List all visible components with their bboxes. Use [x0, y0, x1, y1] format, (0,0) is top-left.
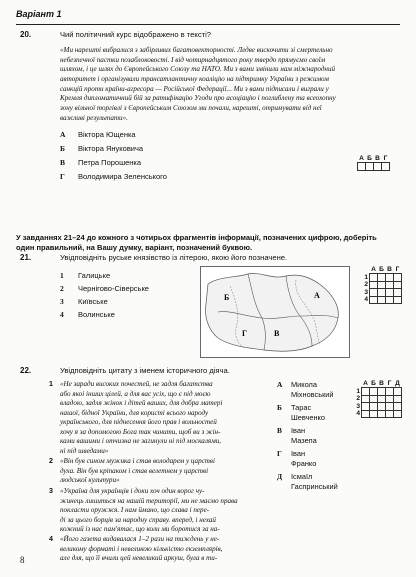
- q22-answer-grid: А Б В Г Д 1 2 3 4: [356, 380, 400, 418]
- answer-cell[interactable]: [386, 403, 394, 411]
- answer-cell[interactable]: [370, 296, 378, 304]
- answer-cell[interactable]: [386, 281, 394, 289]
- grid-header: В: [375, 155, 380, 162]
- q21-item-1: 1 Галицьке: [60, 271, 111, 280]
- variant-title: Варіант 1: [16, 9, 62, 19]
- q20-option-b: Б Віктора Януковича: [60, 144, 144, 153]
- answer-cell[interactable]: [378, 403, 386, 411]
- answer-cell[interactable]: [370, 388, 378, 396]
- q21-item-4: 4 Волинське: [60, 310, 115, 319]
- answer-cell[interactable]: [370, 289, 378, 297]
- quote-line: важливі результати».: [60, 113, 128, 122]
- answer-cell[interactable]: [378, 395, 386, 403]
- question-21-text: Увідповідніть руське князівство із літерою, якою його позначене.: [60, 253, 288, 262]
- grid-header: А: [359, 155, 364, 162]
- answer-cell[interactable]: [386, 388, 394, 396]
- q22-quote-2: 2 «Він був сином мужика і став володарем у царстві духа. Він був кріпаком і став велетнем у царстві людської культури»: [49, 457, 215, 485]
- quote-line: зону вільної торгівлі з Європейським Союзом ми почали, нарешті, отримувати від неї: [60, 103, 322, 112]
- question-20-quote: [60, 46, 400, 123]
- q21-item-2: 2 Чернігово-Сіверське: [60, 284, 149, 293]
- quote-line: шляхом, і це шлях до Європейського Союзу та НАТО. Ми з вами змінили нам міжнародний: [60, 65, 336, 74]
- quote-line: «Ми нарешті вибралися з забірливих багатовекторності. Ледве вискочити зі смертельно: [60, 46, 333, 54]
- grid-header: Г: [383, 155, 388, 162]
- q20-option-v: В Петра Порошенка: [60, 158, 142, 167]
- q20-answer-grid: [357, 155, 390, 171]
- map-label: Б: [224, 293, 230, 302]
- answer-cell[interactable]: [374, 163, 382, 171]
- answer-cell[interactable]: [378, 281, 386, 289]
- q22-quote-3: 3 «Україна для українців і доки хоч один ворог чу- жинець лишиться на нашій території, ми не маємо права покласти оружжя. І нам ймано, що слава і пере- ді за цього борців за народну справу. вперед, і нехай кожний із нас пам'ятає, що коли ми боротися за на-: [49, 487, 238, 534]
- answer-cell[interactable]: [394, 281, 402, 289]
- answer-cell[interactable]: [386, 274, 394, 282]
- answer-cell[interactable]: [386, 296, 394, 304]
- answer-cell[interactable]: [366, 163, 374, 171]
- answer-cell[interactable]: [394, 410, 402, 418]
- q22-quote-4: 4 «Його газета видавалася 1–2 рази на тиждень у не- великому форматі і невеликою кількістю екземплярів, але для, що її вчили цей невеликий аркуш, була в ти-: [49, 535, 223, 563]
- answer-cell[interactable]: [370, 274, 378, 282]
- answer-cell[interactable]: [378, 388, 386, 396]
- exam-page: Варіант 1 20. Чий політичний курс відображено в тексті? «Ми нарешті вибралися з забірливих багатовекторності. Ледве вискочити зі смертельно небезпечної пастки позаблоковості. І від чотирнадцятого року твердо прямуємо своїм шляхом, і це шлях до Європейського Союзу та НАТО. Ми з вами змінили нам міжнародний авторитет і організували трансатлантичну коаліцію на підтримку України з режимом санкцій проти країни-агресора — Російської Федерації... Ми з вами підписали і виграли у Кремля дипломатичний бій за ратифікацію Угоди про асоціацію і поглиблену та всеохопну зону вільної торгівлі з Європейським Союзом ми почали, нарешті, отримувати від неї важливі результати». А Віктора Ющенка Б Віктора Януковича В Петра Порошенка Г Володимира Зеленського А Б В Г У завданнях 21–24 до кожного з чотирьох фрагментів інформації, позначених цифрою, доберіть один правильний, на Вашу думку, варіант, позначений буквою. 21. Увідповідніть руське князівство із літерою, якою його позначене. 1 Галицьке 2 Чернігово-Сіверське 3 Київське 4 Волинське А Б В Г А Б В Г 1 2 3 4 22. Увідповідніть цитату з іменем історичного діяча. 1 «Не заради високих почестей, не задля багатства або якоі інших цілей, а для вас усіх, що є під моєю владою, задля жінок і дітей ваших, для добра матері нашої, бідної України, для користі всього народу українського, для піднесення його прав і вольностей хочу я за допомогою Бога так чинити, щоб ви з жін- ками вашими і отчизна не загинули ні під москалями, ні під шведами» 2 «Він був сином мужика і став володарем у царстві духа. Він був кріпаком і став велетнем у царстві людської культури» 3 «Україна для українців і доки хоч один ворог чу- жинець лишиться на нашій території, ми не маємо права покласти оружжя. І нам ймано, що слава і пере- ді за цього борців за народну справу. вперед, і нехай кожний із нас пам'ятає, що коли ми боротися за на- 4 «Його газета видавалася 1–2 рази на тиждень у не- великому форматі і невеликою кількістю екземплярів, але для, що її вчили цей невеликий аркуш, була в ти- А Микола Міхновський Б Тарас Шевченко В Іван Мазепа Г Іван Франко Д Ісмаїл Гаспринський А Б В Г Д 1 2 3 4 8: [0, 0, 416, 577]
- answer-cell[interactable]: [370, 403, 378, 411]
- answer-cell[interactable]: [394, 274, 402, 282]
- answer-cell[interactable]: [370, 410, 378, 418]
- answer-cell[interactable]: [362, 410, 370, 418]
- page-number: 8: [20, 555, 25, 565]
- section-instruction: У завданнях 21–24 до кожного з чотирьох фрагментів інформації, позначених цифрою, доберіть один правильний, на Вашу думку, варіант, позначений буквою.: [16, 233, 377, 252]
- answer-cell[interactable]: [362, 395, 370, 403]
- q20-option-a: А Віктора Ющенка: [60, 130, 136, 139]
- answer-cell[interactable]: [358, 163, 366, 171]
- question-21-number: 21.: [20, 253, 32, 262]
- page-header: [16, 6, 400, 25]
- question-22-number: 22.: [20, 366, 32, 375]
- answer-cell[interactable]: [394, 296, 402, 304]
- answer-cell[interactable]: [378, 289, 386, 297]
- map-label: А: [314, 291, 320, 300]
- answer-cell[interactable]: [382, 163, 390, 171]
- answer-cell[interactable]: [394, 403, 402, 411]
- question-20-number: 20.: [20, 30, 32, 39]
- answer-cell[interactable]: [362, 388, 370, 396]
- quote-line: авторитет і організували трансатлантичну коаліцію на підтримку України з режимом: [60, 74, 329, 83]
- q21-item-3: 3 Київське: [60, 297, 108, 306]
- answer-cell[interactable]: [386, 289, 394, 297]
- answer-cell[interactable]: [386, 410, 394, 418]
- quote-line: санкцій проти країни-агресора — Російської Федерації... Ми з вами підписали і виграли у: [60, 84, 329, 93]
- q22-quote-1: 1 «Не заради високих почестей, не задля багатства або якоі інших цілей, а для вас усіх, що є під моєю владою, задля жінок і дітей ваших, для добра матері нашої, бідної України, для користі всього народу українського, для піднесення його прав і вольностей хочу я за допомогою Бога так чинити, щоб ви з жін- ками вашими і отчизна не загинули ні під москалями, ні під шведами»: [49, 380, 223, 455]
- question-20-text: Чий політичний курс відображено в тексті?: [60, 30, 212, 39]
- principalities-map: [200, 266, 350, 358]
- answer-cell[interactable]: [378, 410, 386, 418]
- quote-line: Кремля дипломатичний бій за ратифікацію Угоди про асоціацію і поглиблену та всеохопну: [60, 94, 336, 103]
- map-label: Г: [242, 329, 248, 338]
- answer-cell[interactable]: [378, 296, 386, 304]
- answer-cell[interactable]: [394, 395, 402, 403]
- question-22-text: Увідповідніть цитату з іменем історичного діяча.: [60, 366, 230, 375]
- answer-cell[interactable]: [370, 395, 378, 403]
- answer-cell[interactable]: [386, 395, 394, 403]
- map-label: В: [274, 329, 280, 338]
- q20-option-g: Г Володимира Зеленського: [60, 172, 167, 181]
- answer-cell[interactable]: [394, 289, 402, 297]
- answer-cell[interactable]: [362, 403, 370, 411]
- quote-line: небезпечної пастки позаблоковості. І від чотирнадцятого року твердо прямуємо своїм: [60, 55, 326, 64]
- answer-cell[interactable]: [378, 274, 386, 282]
- q21-answer-grid: А Б В Г 1 2 3 4: [362, 266, 402, 304]
- grid-header: Б: [367, 155, 372, 162]
- answer-cell[interactable]: [394, 388, 402, 396]
- answer-cell[interactable]: [370, 281, 378, 289]
